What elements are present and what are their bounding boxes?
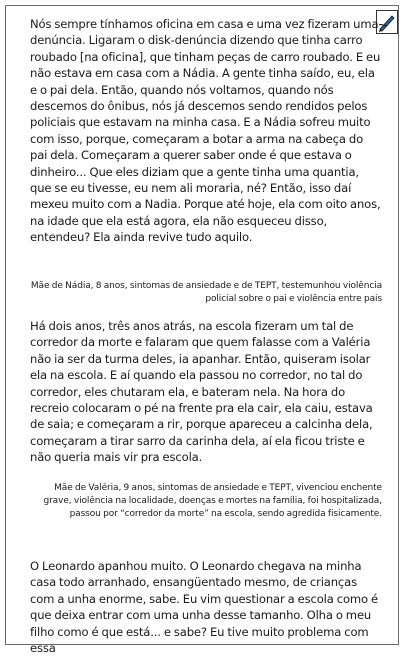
quote-1-text: Nós sempre tínhamos oficina em casa e uma vez fizeram uma denúncia. Ligaram o disk-denúncia dizendo que tinha carro roubado [na oficina], que tinham peças de carro roubado. E eu não estava em casa com a Nádia. A gente tinha saído, eu, ela e o pai dela. Então, quando nós voltamos, quando nós descemos do ônibus, nós já descemos sendo rendidos pelos policiais que estavam na minha casa. E a Nádia sofreu muito com isso, porque, começaram a botar a arma na cabeça do pai dela. Começaram a querer saber onde é que estava o dinheiro... Que eles diziam que a gente tinha uma quantia, que se eu tivesse, eu nem ali moraria, né? Então, isso daí mexeu muito com a Nadia. Porque até hoje, ela com oito anos, na idade que ela está agora, ela não esqueceu disso, entendeu? Ela ainda revive tudo aquilo. [30,17,381,245]
quote-2-attribution: Mãe de Valéria, 9 anos, sintomas de ansiedade e TEPT, vivenciou enchente grave, violência na localidade, doenças e mortes na família, foi hospitalizada, passou por “corredor da morte” na escola, sendo agredida fisicamente. [43,483,382,519]
quote-3-text: O Leonardo apanhou muito. O Leonardo chegava na minha casa todo arranhado, ensangüentado mesmo, de crianças com a unha enorme, sabe. Eu vim questionar a escola como é que deixa entrar com uma unha desse tamanho. Olha o meu filho como é que está... e sabe? Eu tive muito problema com essa [30,559,378,656]
quote-2-text: Há dois anos, três anos atrás, na escola fizeram um tal de corredor da morte e falaram que quem falasse com a Valéria não ia ser da turma deles, ia apanhar. Então, quiseram isolar ela na escola. E aí quando ela passou no corredor, no tal do corredor, eles chutaram ela, e bateram nela. Na hora do recreio colocaram o pé na frente pra ela cair, ela caiu, estava de saia; e começaram a rir, porque apareceu a calcinha dela, começaram a tirar sarro da carinha dela, aí ela ficou triste e não queria mais vir pra escola. [30,319,373,465]
quote-1-attribution: Mãe de Nádia, 8 anos, sintomas de ansiedade e de TEPT, testemunhou violência policial sobre o pai e violência entre pais [30,281,382,304]
quote-box [5,5,399,656]
